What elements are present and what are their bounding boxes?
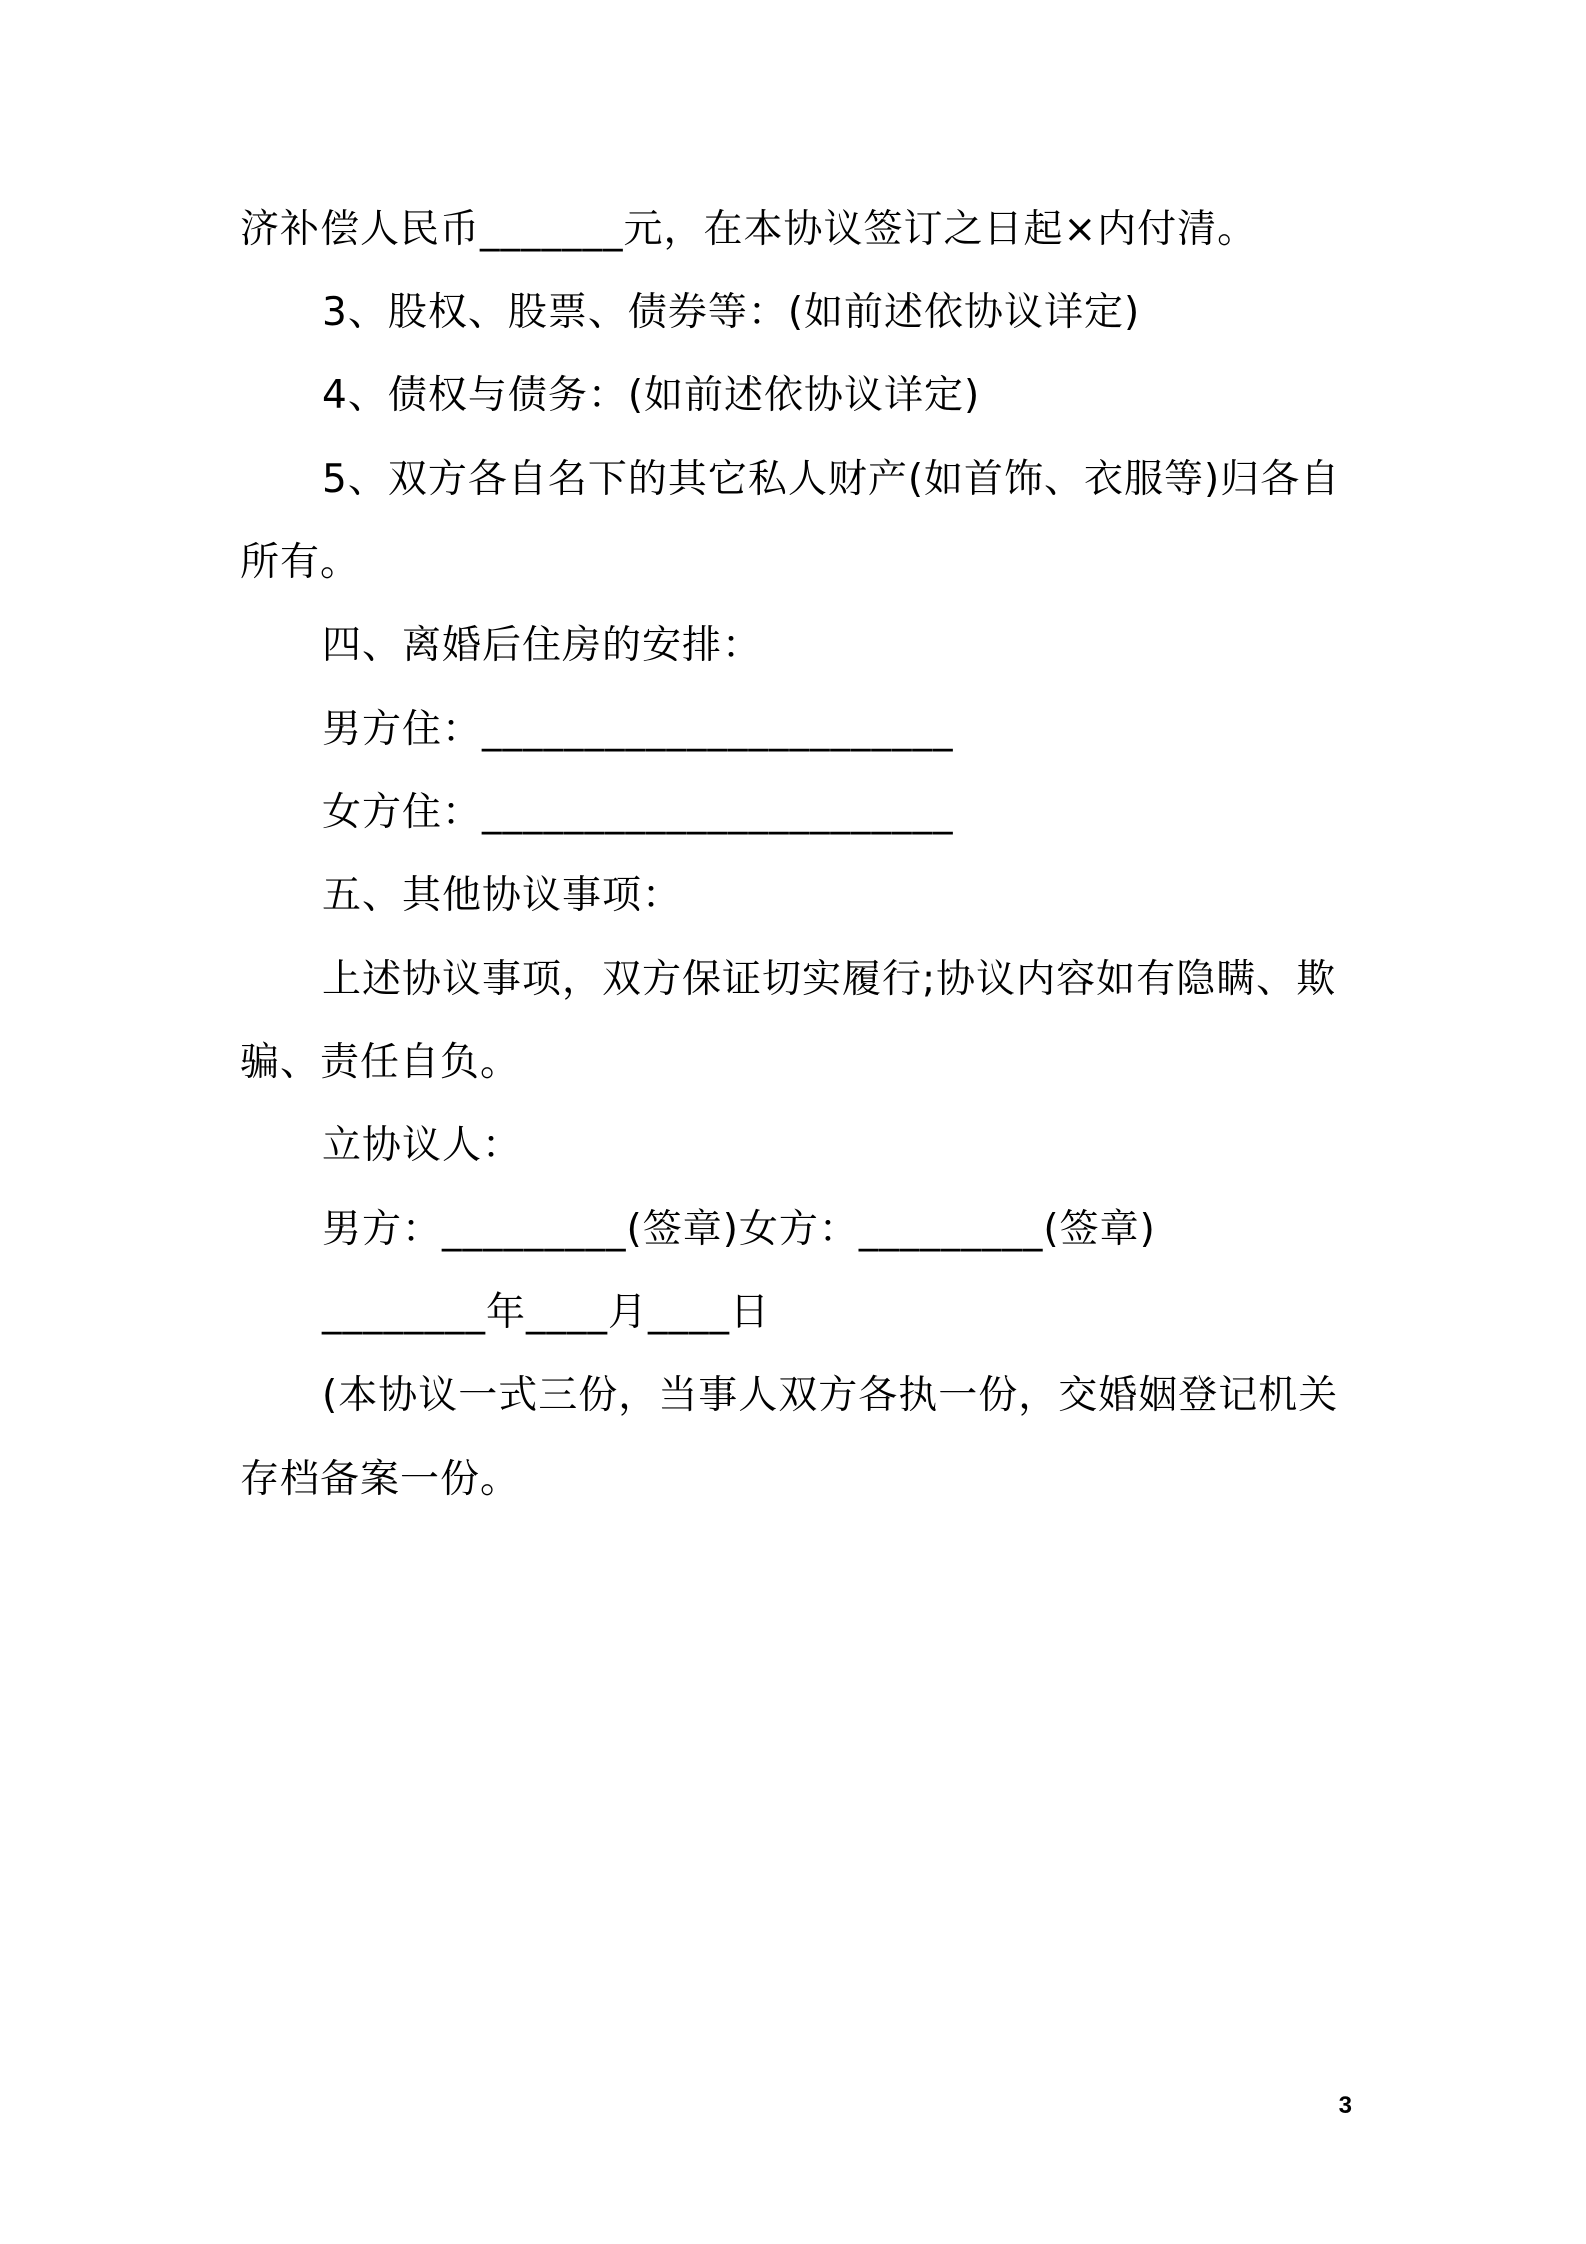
- housing-female-line: 女方住：_______________________: [322, 790, 954, 835]
- section-other-matters-heading: 五、其他协议事项：: [322, 873, 683, 918]
- copies-note: (本协议一式三份，当事人双方各执一份，交婚姻登记机关: [322, 1373, 1339, 1418]
- paragraph-obligations: 上述协议事项，双方保证切实履行;协议内容如有隐瞒、欺: [322, 957, 1337, 1002]
- housing-male-line: 男方住：_______________________: [322, 707, 954, 752]
- item-personal-property-continued: 所有。: [240, 540, 361, 585]
- page-number: 3: [1338, 2092, 1352, 2119]
- item-equity-stocks-bonds: 3、股权、股票、债券等：(如前述依协议详定): [322, 290, 1141, 335]
- paragraph-obligations-continued: 骗、责任自负。: [240, 1040, 521, 1085]
- date-line: ________年____月____日: [322, 1290, 771, 1335]
- signatories-label: 立协议人：: [322, 1123, 523, 1168]
- copies-note-continued: 存档备案一份。: [240, 1457, 521, 1502]
- paragraph-compensation-continued: 济补偿人民币_______元，在本协议签订之日起×内付清。: [240, 207, 1258, 252]
- item-personal-property: 5、双方各自名下的其它私人财产(如首饰、衣服等)归各自: [322, 457, 1341, 502]
- item-claims-debts: 4、债权与债务：(如前述依协议详定): [322, 373, 981, 418]
- section-housing-heading: 四、离婚后住房的安排：: [322, 623, 763, 668]
- signature-line: 男方：_________(签章)女方：_________(签章): [322, 1207, 1156, 1252]
